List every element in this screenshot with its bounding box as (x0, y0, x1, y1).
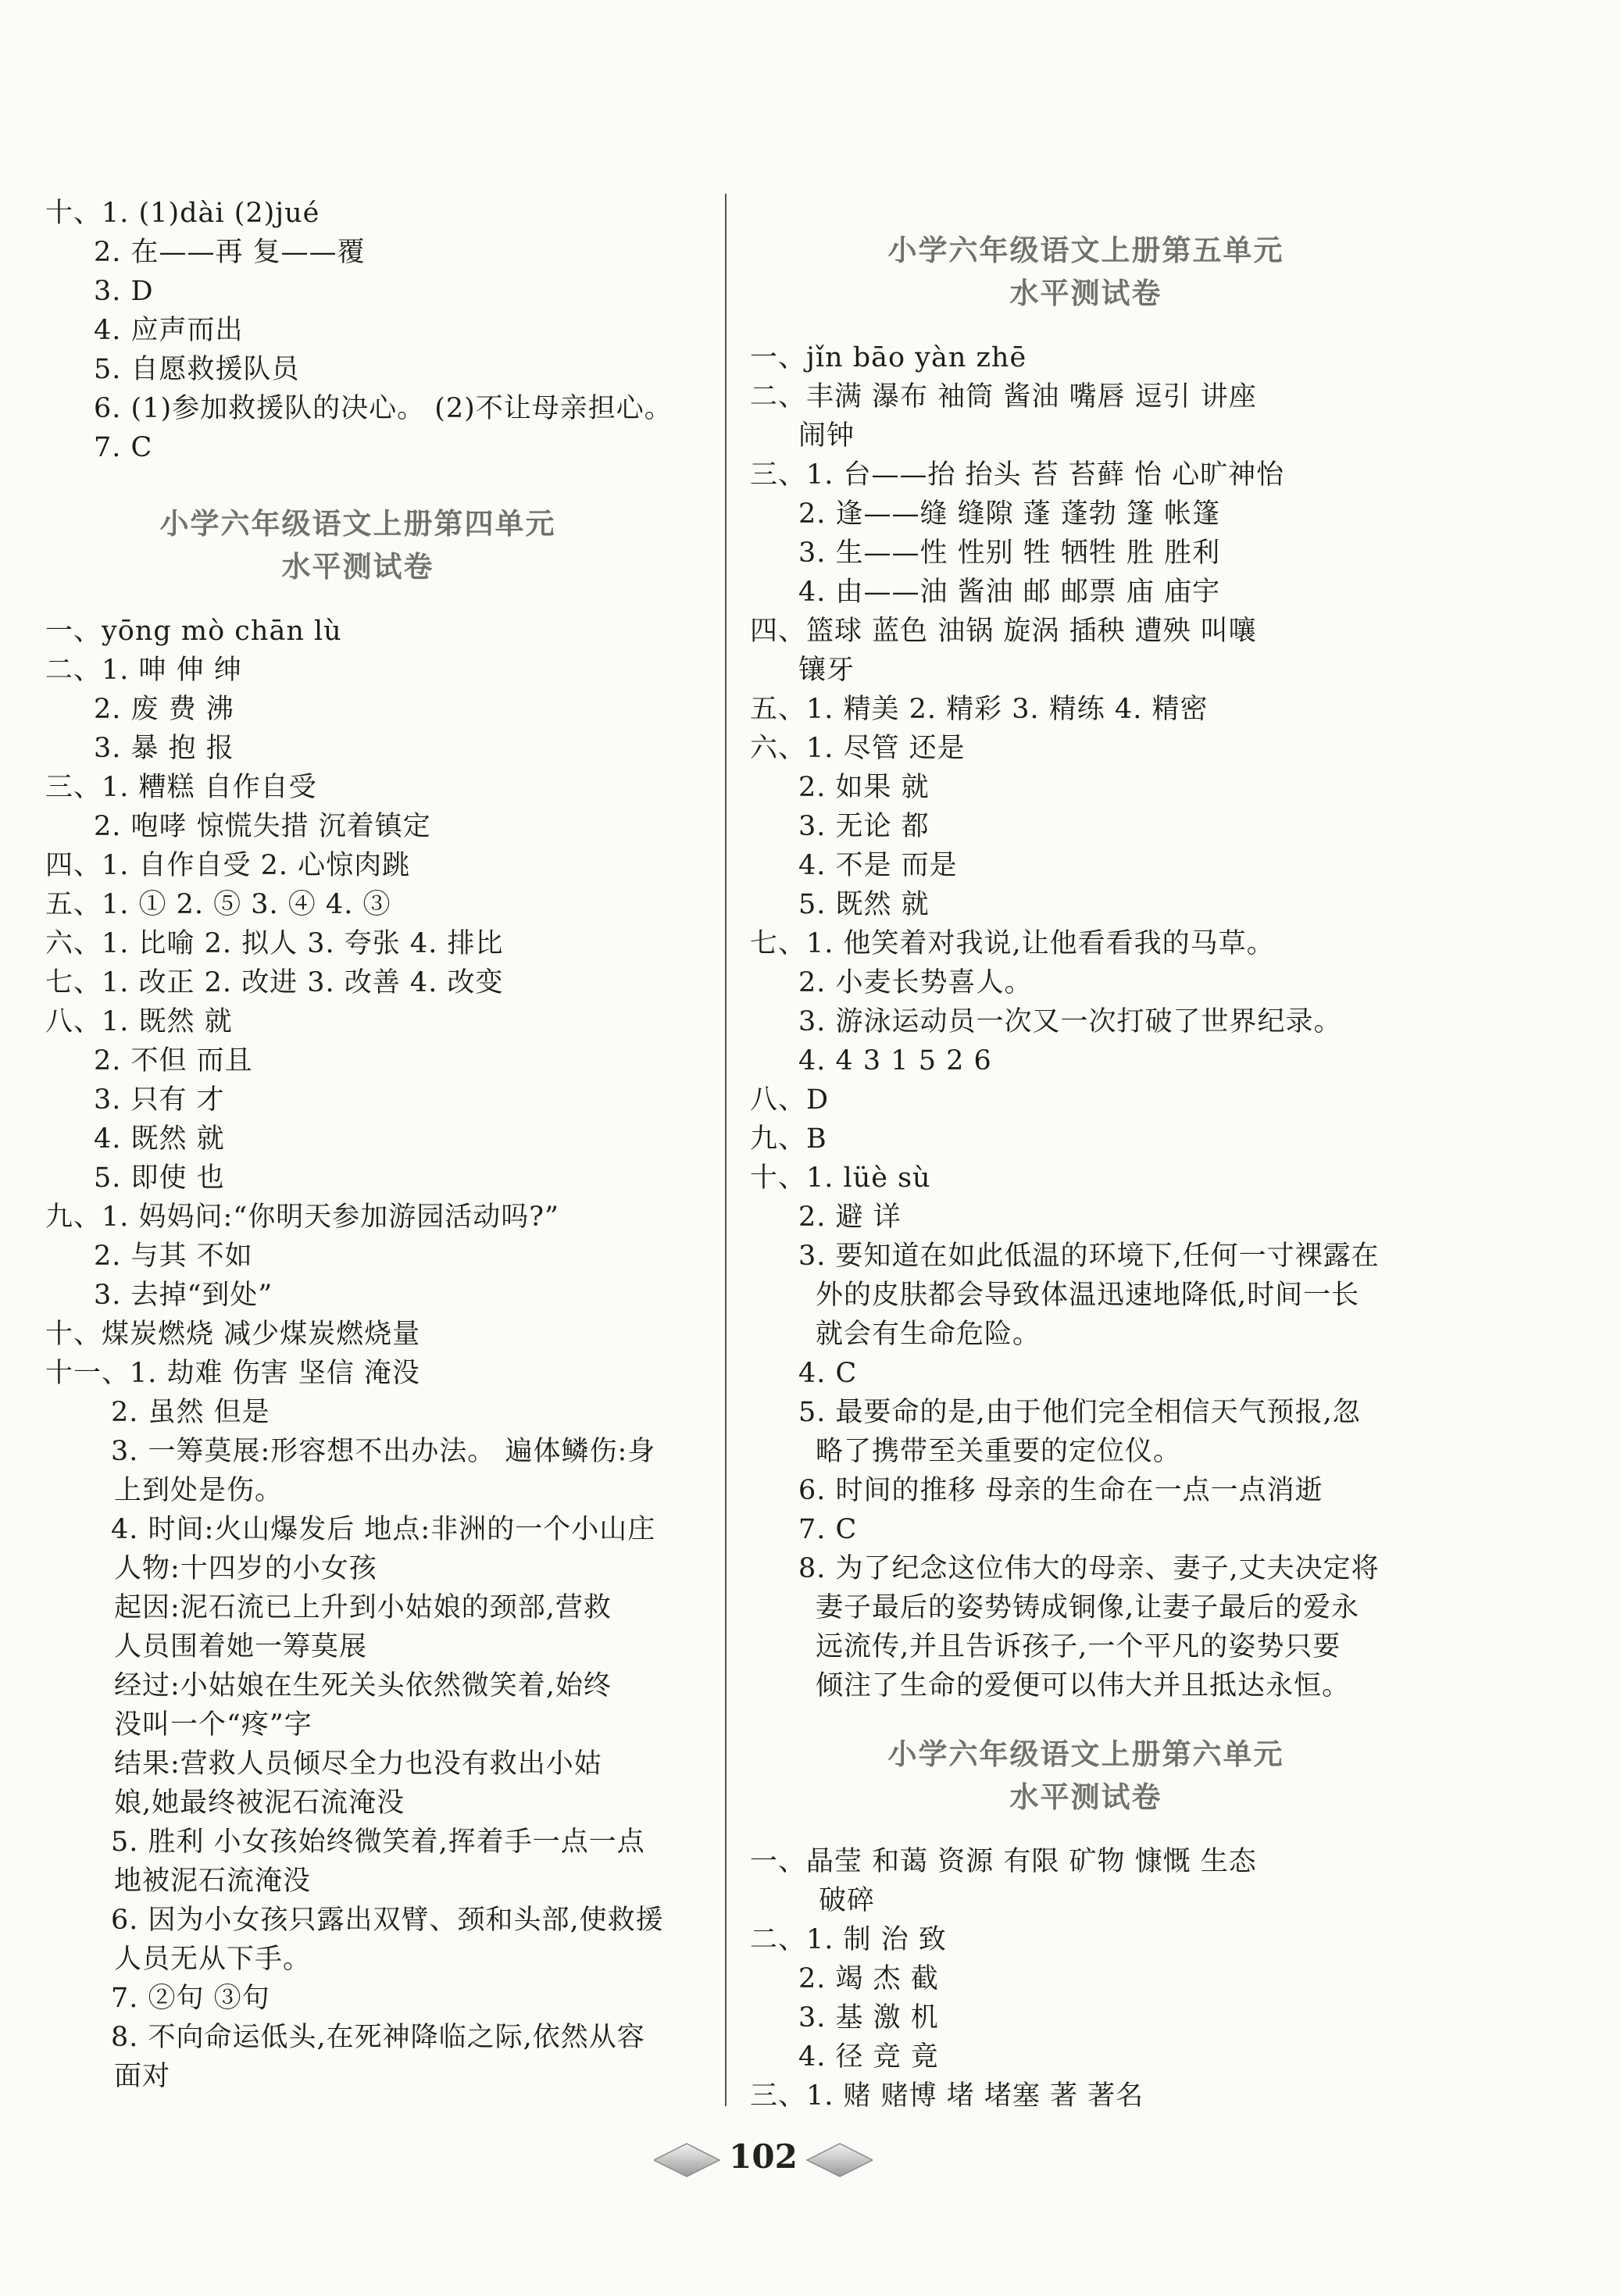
unit6-answer-line: 破碎 (819, 1885, 876, 1916)
unit3-answer-line: 3. D (94, 276, 154, 307)
unit5-answer-line: 4. 不是 而是 (798, 850, 958, 881)
unit5-answer-line: 3. 要知道在如此低温的环境下,任何一寸裸露在 (798, 1241, 1380, 1272)
unit5-title: 小学六年级语文上册第五单元 (887, 234, 1284, 267)
unit4-answer-line: 4. 既然 就 (94, 1123, 225, 1155)
unit4-answer-line: 二、1. 呻 伸 绅 (45, 655, 242, 686)
unit6-answer-line: 3. 基 激 机 (798, 2002, 939, 2034)
unit4-answer-line: 人员围着她一筹莫展 (114, 1631, 368, 1662)
unit5-answer-line: 4. 4 3 1 5 2 6 (798, 1045, 992, 1077)
unit5-answer-line: 就会有生命危险。 (816, 1319, 1041, 1350)
unit4-answer-line: 5. 即使 也 (94, 1162, 225, 1194)
unit4-answer-line: 4. 时间:火山爆发后 地点:非洲的一个小山庄 (111, 1514, 656, 1545)
unit4-answer-line: 7. ②句 ③句 (111, 1983, 270, 2014)
unit5-answer-line: 5. 最要命的是,由于他们完全相信天气预报,忽 (798, 1397, 1361, 1428)
unit4-answer-line: 2. 废 费 沸 (94, 694, 234, 725)
unit5-answer-line: 6. 时间的推移 母亲的生命在一点一点消逝 (798, 1475, 1323, 1506)
unit6-answer-line: 三、1. 赌 赌博 堵 堵塞 著 著名 (750, 2080, 1144, 2112)
unit4-answer-line: 3. 去掉“到处” (94, 1280, 273, 1311)
unit5-answer-line: 九、B (750, 1123, 827, 1155)
unit5-answer-line: 8. 为了纪念这位伟大的母亲、妻子,丈夫决定将 (798, 1553, 1380, 1584)
unit4-answer-line: 8. 不向命运低头,在死神降临之际,依然从容 (111, 2022, 645, 2053)
unit5-answer-line: 2. 小麦长势喜人。 (798, 967, 1033, 998)
unit4-title: 小学六年级语文上册第四单元 (159, 507, 556, 541)
unit5-answer-line: 十、1. lüè sù (750, 1162, 931, 1194)
unit5-answer-line: 2. 避 详 (798, 1202, 902, 1233)
unit4-answer-line: 人物:十四岁的小女孩 (114, 1553, 377, 1584)
unit4-answer-line: 十一、1. 劫难 伤害 坚信 淹没 (45, 1358, 420, 1389)
unit6-answer-line: 4. 径 竞 竟 (798, 2041, 939, 2073)
unit4-answer-line: 一、yōng mò chān lù (45, 616, 342, 647)
unit4-answer-line: 6. 因为小女孩只露出双臂、颈和头部,使救援 (111, 1905, 664, 1936)
unit5-answer-line: 4. 由——油 酱油 邮 邮票 庙 庙宇 (798, 577, 1221, 608)
unit5-answer-line: 5. 既然 就 (798, 889, 930, 920)
unit5-answer-line: 二、丰满 瀑布 袖筒 酱油 嘴唇 逗引 讲座 (750, 381, 1257, 412)
unit4-answer-line: 四、1. 自作自受 2. 心惊肉跳 (45, 850, 411, 881)
unit4-answer-line: 上到处是伤。 (114, 1475, 284, 1506)
unit4-answer-line: 2. 不但 而且 (94, 1045, 253, 1077)
unit4-answer-line: 九、1. 妈妈问:“你明天参加游园活动吗?” (45, 1202, 559, 1233)
unit3-answer-line: 4. 应声而出 (94, 315, 244, 346)
unit5-answer-line: 2. 如果 就 (798, 772, 930, 803)
unit4-answer-line: 三、1. 糟糕 自作自受 (45, 772, 317, 803)
unit4-answer-line: 没叫一个“疼”字 (114, 1709, 312, 1741)
unit4-answer-line: 地被泥石流淹没 (114, 1866, 312, 1897)
unit4-answer-line: 起因:泥石流已上升到小姑娘的颈部,营救 (114, 1592, 612, 1623)
unit5-answer-line: 远流传,并且告诉孩子,一个平凡的姿势只要 (816, 1631, 1341, 1662)
unit4-answer-line: 3. 暴 抱 报 (94, 733, 234, 764)
unit5-answer-line: 7. C (798, 1514, 858, 1545)
unit5-answer-line: 一、jǐn bāo yàn zhē (750, 342, 1027, 373)
unit4-answer-line: 五、1. ① 2. ⑤ 3. ④ 4. ③ (45, 889, 391, 920)
unit5-answer-line: 闹钟 (798, 420, 855, 452)
unit5-answer-line: 略了携带至关重要的定位仪。 (816, 1436, 1182, 1467)
unit4-answer-line: 3. 一筹莫展:形容想不出办法。 遍体鳞伤:身 (111, 1436, 656, 1467)
page-number-badge (654, 2133, 873, 2187)
unit5-answer-line: 五、1. 精美 2. 精彩 3. 精练 4. 精密 (750, 694, 1209, 725)
unit4-subtitle: 水平测试卷 (281, 550, 434, 584)
unit4-answer-line: 3. 只有 才 (94, 1084, 225, 1116)
unit6-answer-line: 2. 竭 杰 截 (798, 1963, 939, 1994)
unit4-answer-line: 5. 胜利 小女孩始终微笑着,挥着手一点一点 (111, 1826, 645, 1858)
unit4-answer-line: 面对 (114, 2061, 171, 2092)
unit4-answer-line: 娘,她最终被泥石流淹没 (114, 1787, 405, 1819)
unit5-answer-line: 3. 生——性 性别 牲 牺牲 胜 胜利 (798, 537, 1221, 569)
unit5-answer-line: 2. 逢——缝 缝隙 蓬 蓬勃 篷 帐篷 (798, 498, 1221, 530)
unit5-answer-line: 3. 无论 都 (798, 811, 930, 842)
unit6-answer-line: 二、1. 制 治 致 (750, 1924, 947, 1955)
unit5-answer-line: 七、1. 他笑着对我说,让他看看我的马草。 (750, 928, 1275, 959)
unit4-answer-line: 2. 咆哮 惊慌失措 沉着镇定 (94, 811, 431, 842)
unit5-answer-line: 倾注了生命的爱便可以伟大并且抵达永恒。 (816, 1670, 1351, 1701)
unit5-answer-line: 四、篮球 蓝色 油锅 旋涡 插秧 遭殃 叫嚷 (750, 616, 1257, 647)
unit6-answer-line: 一、晶莹 和蔼 资源 有限 矿物 慷慨 生态 (750, 1846, 1257, 1877)
unit5-answer-line: 八、D (750, 1084, 830, 1116)
unit4-answer-line: 经过:小姑娘在生死关头依然微笑着,始终 (114, 1670, 612, 1701)
unit5-answer-line: 妻子最后的姿势铸成铜像,让妻子最后的爱永 (816, 1592, 1360, 1623)
unit5-answer-line: 外的皮肤都会导致体温迅速地降低,时间一长 (816, 1280, 1360, 1311)
unit5-answer-line: 六、1. 尽管 还是 (750, 733, 966, 764)
unit4-answer-line: 2. 虽然 但是 (111, 1397, 270, 1428)
unit6-subtitle: 水平测试卷 (1009, 1780, 1162, 1814)
unit3-answer-line: 6. (1)参加救援队的决心。 (2)不让母亲担心。 (94, 393, 673, 424)
column-divider (725, 194, 727, 2106)
unit3-answer-line: 7. C (94, 432, 153, 463)
unit4-answer-line: 七、1. 改正 2. 改进 3. 改善 4. 改变 (45, 967, 504, 998)
unit4-answer-line: 六、1. 比喻 2. 拟人 3. 夸张 4. 排比 (45, 928, 504, 959)
unit4-answer-line: 八、1. 既然 就 (45, 1006, 233, 1037)
unit4-answer-line: 结果:营救人员倾尽全力也没有救出小姑 (114, 1748, 602, 1780)
unit4-answer-line: 人员无从下手。 (114, 1944, 312, 1975)
page-number: 102 (729, 2137, 798, 2176)
unit5-answer-line: 4. C (798, 1358, 858, 1389)
unit3-answer-line: 5. 自愿救援队员 (94, 354, 300, 385)
unit4-answer-line: 2. 与其 不如 (94, 1241, 253, 1272)
unit3-answer-line: 十、1. (1)dài (2)jué (45, 198, 320, 229)
unit3-answer-line: 2. 在——再 复——覆 (94, 237, 366, 268)
unit5-answer-line: 三、1. 台——抬 抬头 苔 苔藓 怡 心旷神怡 (750, 459, 1285, 491)
unit4-answer-line: 十、煤炭燃烧 减少煤炭燃烧量 (45, 1319, 421, 1350)
unit6-title: 小学六年级语文上册第六单元 (887, 1737, 1284, 1771)
unit5-answer-line: 3. 游泳运动员一次又一次打破了世界纪录。 (798, 1006, 1342, 1037)
unit5-subtitle: 水平测试卷 (1009, 277, 1162, 310)
unit5-answer-line: 镶牙 (798, 655, 855, 686)
